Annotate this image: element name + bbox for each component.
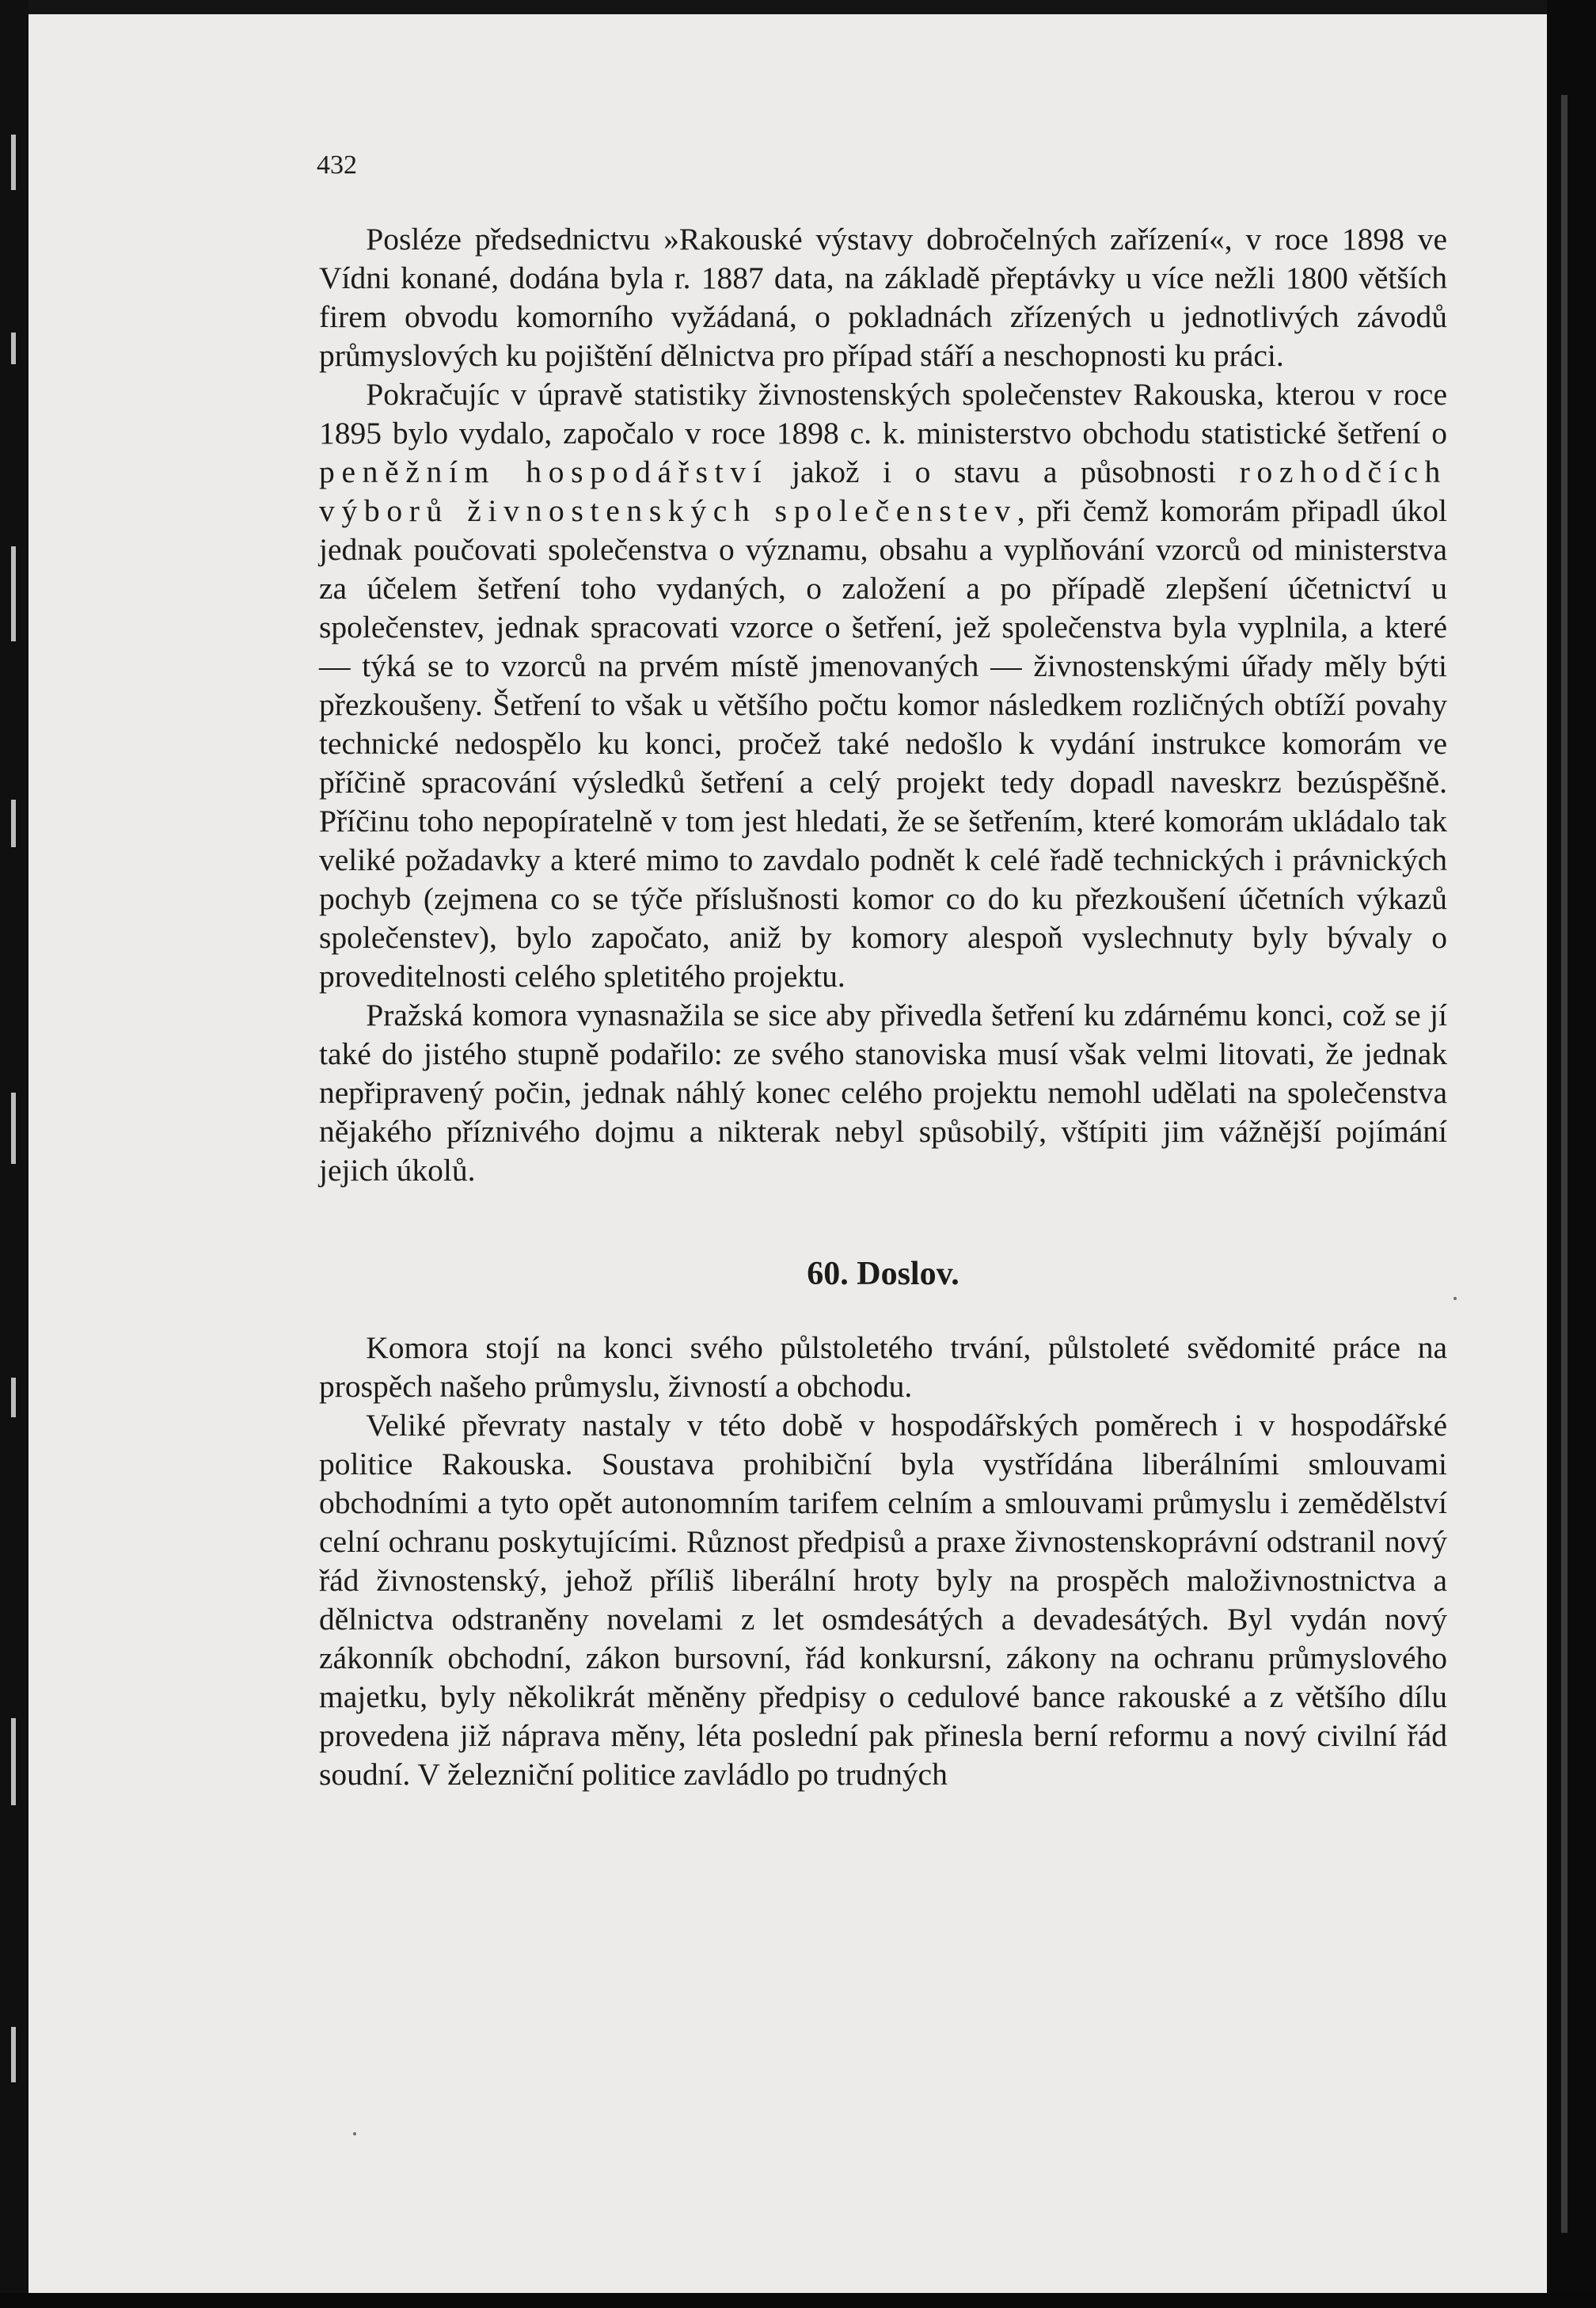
scan-artifact xyxy=(11,1093,16,1164)
paragraph-velike-prevraty: Veliké převraty nastaly v této době v hospodářských poměrech i v hospodářské politice Rakouska. Soustava prohibiční byla vystřídána liberálními smlouvami obchodními a tyto opět autonomním tarifem celním a smlouvami průmyslu i zemědělství celní ochranu poskytujícími. Různost předpisů a praxe živnostenskoprávní odstranil nový řád živnostenský, jehož příliš liberální hroty byly na prospěch maloživnostnictva a dělnictva odstraněny novelami z let osmdesátých a devadesátých. Byl vydán nový zákonník obchodní, zákon bursovní, řád konkursní, zákony na ochranu průmyslového majetku, byly několikrát měněny předpisy o cedulové bance rakouské a z většího dílu provedena již náprava měny, léta poslední pak přinesla berní reformu a nový civilní řád soudní. V železniční politice zavládlo po trudných xyxy=(319,1408,1447,1792)
bottom-scan-border xyxy=(0,2293,1596,2308)
scan-artifact xyxy=(11,546,16,641)
paper-speck xyxy=(1454,1297,1457,1300)
statistiky-mid: jakož i o stavu a působnosti xyxy=(768,454,1240,489)
scan-artifact xyxy=(11,333,16,364)
scan-artifact xyxy=(11,2027,16,2082)
paragraph-rakouske-vystavy: Posléze předsednictvu »Rakouské výstavy dobročelných zařízení«, v roce 1898 ve Vídni konané, dodána byla r. 1887 data, na základě přeptávky u více nežli 1800 větších firem obvodu komorního vyžádaná, o pokladnách zřízených u jednotlivých závodů průmyslových ku pojištění dělnictva pro případ stáří a neschopnosti ku práci. xyxy=(319,222,1447,373)
text-column xyxy=(319,220,1447,1794)
paper-speck xyxy=(353,2132,356,2135)
scan-artifact xyxy=(11,1378,16,1417)
spaced-term-penezni-hospodarstvi: peněžním hospodářství xyxy=(319,454,769,489)
page-number: 432 xyxy=(317,150,357,180)
statistiky-rest: , při čemž komorám připadl úkol jednak poučovati společenstva o významu, obsahu a vyplňování vzorců od ministerstva za účelem šetření toho vydaných, o založení a po případě zlepšení účetnictví u společenstev, jednak spracovati vzorce o šetření, jež společenstva byla vyplnila, a které — týká se to vzorců na prvém místě jmenovaných — živnostenskými úřady měly býti přezkoušeny. Šetření to však u většího počtu komor následkem rozličných obtíží povahy technické nedospělo ku konci, pročež také nedošlo k vydání instrukce komorám ve příčině spracování výsledků šetření a celý projekt tedy dopadl naveskrz bezúspěšně. Příčinu toho nepopíratelně v tom jest hledati, že se šetřením, které komorám ukládalo tak veliké požadavky a které mimo to zavdalo podnět k celé řadě technických i právnických pochyb (zejmena co se týče příslušnosti komor co do ku přezkoušení účetních výkazů společenstev), bylo započato, aniž by komory alespoň vyslechnuty byly bývaly o proveditelnosti celého spletitého projektu. xyxy=(319,493,1447,994)
spaced-term-rozhodci-vybory: rozhodčích výborů živnostenských společenstev xyxy=(319,454,1447,528)
right-scan-border xyxy=(1547,0,1596,2308)
paragraph-komora-stoji: Komora stojí na konci svého půlstoletého trvání, půlstoleté svědomité práce na prospěch našeho průmyslu, živností a obchodu. xyxy=(319,1330,1447,1404)
adjacent-page-edge xyxy=(1561,95,1568,2233)
section-title: 60. Doslov. xyxy=(807,1256,960,1292)
scan-artifact xyxy=(11,135,16,190)
left-scan-border xyxy=(0,0,28,2308)
paragraph-prazska-komora: Pražská komora vynasnažila se sice aby přivedla šetření ku zdárnému konci, což se jí také do jistého stupně podařilo: ze svého stanoviska musí však velmi litovati, že jednak nepřipravený počin, jednak náhlý konec celého projektu nemohl udělati na společenstva nějakého příznivého dojmu a nikterak nebyl spůsobilý, vštípiti jim vážnější pojímání jejich úkolů. xyxy=(319,998,1447,1188)
paragraph-statistiky xyxy=(319,375,1447,996)
statistiky-intro: Pokračujíc v úpravě statistiky živnostenských společenstev Rakouska, kterou v roce 1895 bylo vydalo, započalo v roce 1898 c. k. ministerstvo obchodu statistické šetření o xyxy=(319,377,1447,451)
scan-artifact xyxy=(11,800,16,847)
scan-artifact xyxy=(11,1718,16,1805)
